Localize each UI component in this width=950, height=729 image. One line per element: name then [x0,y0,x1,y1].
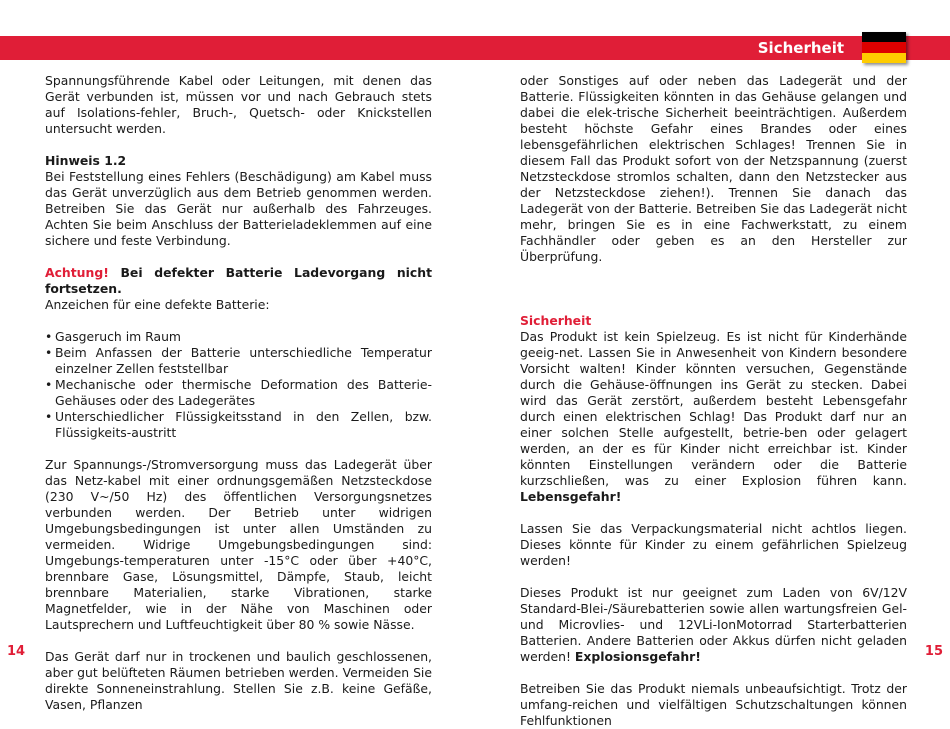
list-item: • Beim Anfassen der Batterie unterschiedliche Temperatur einzelner Zellen feststellbar [45,345,432,377]
power-supply-paragraph: Zur Spannungs-/Stromversorgung muss das Ladegerät über das Netz-kabel mit einer ordnungsgemäßen Netzsteckdose (230 V~/50 Hz) des öffentlichen Versorgungsnetzes verbunden werden. Der Betrieb unter widrigen Umgebungsbedingungen ist unter allen Umständen zu vermeiden. Widrige Umgebungsbedingungen sind: Umgebungs-temperaturen unter -15°C oder über +40°C, brennbare Gase, Lösungsmittel, Dämpfe, Staub, leicht brennbare Materialien, starke Vibrationen, starke Magnetfelder, wie in der Nähe von Maschinen oder Lautsprechern und Luftfeuchtigkeit über 80 % sowie Nässe. [45,457,432,632]
hinweis-text: Bei Feststellung eines Fehlers (Beschädigung) am Kabel muss das Gerät unverzüglich aus dem Betrieb genommen werden. Betreiben Sie das Gerät nur außerhalb des Fahrzeuges. Achten Sie beim Anschluss der Batterieladeklemmen auf eine sichere und feste Verbindung. [45,169,432,248]
page-number-left: 14 [7,644,26,659]
list-item: • Mechanische oder thermische Deformation des Batterie-Gehäuses oder des Ladegerätes [45,377,432,409]
supervision-paragraph: Betreiben Sie das Produkt niemals unbeaufsichtigt. Trotz der umfang-reichen und vielfältigen Schutzschaltungen können Fehlfunktionen [520,681,907,728]
sicherheit-heading: Sicherheit [520,313,592,328]
flag-stripe-red [862,42,906,52]
page-number-right: 15 [924,644,943,659]
defect-signs-list [45,329,432,441]
achtung-text: Bei defekter Batterie Ladevorgang nicht fortsetzen. [45,265,432,296]
explosionsgefahr-warning: Explosionsgefahr! [574,649,701,664]
battery-suitability-paragraph [520,585,907,665]
header-bar [0,36,950,60]
lebensgefahr-warning: Lebensgefahr! [520,489,622,504]
children-safety-paragraph [520,329,907,505]
flag-stripe-black [862,32,906,42]
packaging-paragraph: Lassen Sie das Verpackungsmaterial nicht achtlos liegen. Dieses könnte für Kinder zu einem gefährlichen Spielzeug werden! [520,521,907,568]
flag-stripe-gold [862,53,906,63]
achtung-warning [45,265,432,297]
section-title: Sicherheit [757,39,844,57]
anzeichen-intro: Anzeichen für eine defekte Batterie: [45,297,270,312]
list-item: • Gasgeruch im Raum [45,329,432,345]
list-item: • Unterschiedlicher Flüssigkeitsstand in den Zellen, bzw. Flüssigkeits-austritt [45,409,432,441]
cable-inspection-paragraph: Spannungsführende Kabel oder Leitungen, mit denen das Gerät verbunden ist, müssen vor und nach Gebrauch stets auf Isolations-fehler, Bruch-, Quetsch- oder Knickstellen untersucht werden. [45,73,432,136]
dry-rooms-paragraph: Das Gerät darf nur in trockenen und baulich geschlossenen, aber gut belüfteten Räumen betrieben werden. Vermeiden Sie direkte Sonneneinstrahlung. Stellen Sie z.B. keine Gefäße, Vasen, Pflanzen [45,649,432,712]
children-safety-text: Das Produkt ist kein Spielzeug. Es ist nicht für Kinderhände geeig-net. Lassen Sie in Anwesenheit von Kindern besondere Vorsicht walten! Kinder könnten versuchen, Gegenstände durch die Gehäuse-öffnungen ins Gerät zu stecken. Dabei wird das Gerät zerstört, außerdem besteht Lebensgefahr durch einen elektrischen Schlag! Das Produkt darf nur an einer solchen Stelle aufgestellt, betrie-ben oder gelagert werden, an der es für Kinder nicht erreichbar ist. Kinder könnten Einstellungen verändern oder die Batterie kurzschließen, was zu einer Explosion führen kann. [520,329,907,488]
germany-flag-icon [862,32,906,63]
hinweis-heading: Hinweis 1.2 [45,153,127,168]
achtung-label: Achtung! [45,265,109,280]
left-column [45,73,432,713]
liquids-paragraph: oder Sonstiges auf oder neben das Ladegerät und der Batterie. Flüssigkeiten könnten in das Gehäuse gelangen und dabei die elek-trische Sicherheit beeinträchtigen. Außerdem besteht höchste Gefahr eines Brandes oder eines lebensgefährlichen elektrischen Schlages! Trennen Sie in diesem Fall das Produkt sofort von der Netzspannung (zuerst Netzsteckdose stromlos schalten, dann den Netzstecker aus der Netzsteckdose ziehen!). Trennen Sie danach das Ladegerät von der Batterie. Betreiben Sie das Ladegerät nicht mehr, bringen Sie es in eine Fachwerkstatt, zu einem Fachhändler oder geben es an den Hersteller zur Überprüfung. [520,73,907,264]
battery-suitability-text: Dieses Produkt ist nur geeignet zum Laden von 6V/12V Standard-Blei-/Säurebatterien sowie allen wartungsfreien Gel- und Microvlies- und 12VLi-IonMotorrad Starterbatterien Batterien. Andere Batterien oder Akkus dürfen nicht geladen werden! [520,585,907,664]
right-column [520,73,907,729]
